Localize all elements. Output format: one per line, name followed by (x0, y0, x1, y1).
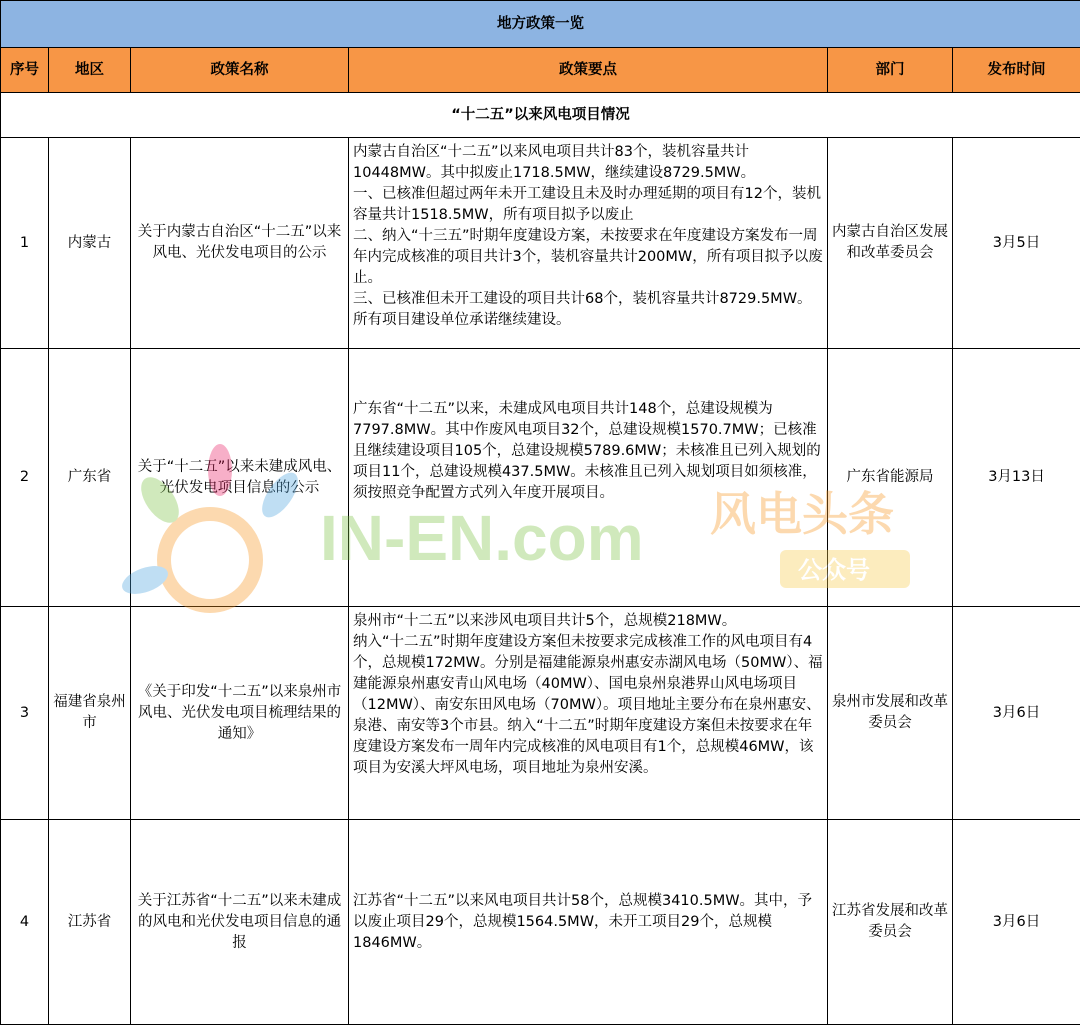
row-policy-points (349, 820, 828, 1025)
row-index: 3 (1, 607, 49, 820)
policy-point: 内蒙古自治区“十二五”以来风电项目共计83个，装机容量共计10448MW。其中拟废止1718.5MW，继续建设8729.5MW。 (353, 142, 823, 184)
row-region: 江苏省 (49, 820, 131, 1025)
row-date: 3月13日 (953, 349, 1080, 607)
watermark-brand-right: 风电头条 (710, 487, 894, 541)
row-date: 3月5日 (953, 138, 1080, 349)
table-title-row (1, 1, 1080, 48)
row-department: 广东省能源局 (828, 349, 953, 607)
header-policy-name: 政策名称 (131, 48, 349, 93)
table-row (1, 820, 1080, 1025)
policy-point: 三、已核准但未开工建设的项目共计68个，装机容量共计8729.5MW。所有项目建设单位承诺继续建设。 (353, 289, 823, 331)
row-policy-name: 关于江苏省“十二五”以来未建成的风电和光伏发电项目信息的通报 (131, 820, 349, 1025)
policy-point: 二、纳入“十三五”时期年度建设方案，未按要求在年度建设方案发布一周年内完成核准的项目共计3个，装机容量共计200MW，所有项目拟予以废止。 (353, 226, 823, 289)
header-index: 序号 (1, 48, 49, 93)
table-row (1, 349, 1080, 607)
policy-point: 广东省“十二五”以来，未建成风电项目共计148个，总建设规模为7797.8MW。其中作废风电项目32个，总建设规模1570.7MW；已核准且继续建设项目105个，总建设规模5789.6MW；未核准且已列入规划的项目11个，总建设规模437.5MW。未核准且已列入规划项目如须核准，须按照竞争配置方式列入年度开展项目。 (353, 399, 823, 504)
row-department: 泉州市发展和改革委员会 (828, 607, 953, 820)
row-policy-points (349, 138, 828, 349)
row-index: 4 (1, 820, 49, 1025)
header-region: 地区 (49, 48, 131, 93)
row-department: 江苏省发展和改革委员会 (828, 820, 953, 1025)
section-row (1, 93, 1080, 138)
row-index: 1 (1, 138, 49, 349)
row-department: 内蒙古自治区发展和改革委员会 (828, 138, 953, 349)
row-date: 3月6日 (953, 607, 1080, 820)
policy-point: 纳入“十二五”时期年度建设方案但未按要求完成核准工作的风电项目有4个，总规模172MW。分别是福建能源泉州惠安赤湖风电场（50MW）、福建能源泉州惠安青山风电场（40MW）、国电泉州泉港界山风电场项目（12MW）、南安东田风电场（70MW）。项目地址主要分布在泉州惠安、泉港、南安等3个市县。纳入“十二五”时期年度建设方案但未按要求在年度建设方案发布一周年内完成核准的风电项目有1个，总规模46MW，该项目为安溪大坪风电场，项目地址为泉州安溪。 (353, 632, 823, 779)
watermark-brand-sub: 公众号 (798, 556, 870, 584)
header-row (1, 48, 1080, 93)
section-title: “十二五”以来风电项目情况 (1, 93, 1080, 138)
policy-point: 一、已核准但超过两年未开工建设且未及时办理延期的项目有12个，装机容量共计1518.5MW，所有项目拟予以废止 (353, 184, 823, 226)
policy-point: 江苏省“十二五”以来风电项目共计58个，总规模3410.5MW。其中，予以废止项目29个，总规模1564.5MW，未开工项目29个，总规模1846MW。 (353, 891, 823, 954)
row-policy-points (349, 607, 828, 820)
row-region: 广东省 (49, 349, 131, 607)
row-region: 内蒙古 (49, 138, 131, 349)
row-date: 3月6日 (953, 820, 1080, 1025)
header-policy-points: 政策要点 (349, 48, 828, 93)
policy-point: 泉州市“十二五”以来涉风电项目共计5个，总规模218MW。 (353, 611, 823, 632)
row-policy-name: 关于“十二五”以来未建成风电、光伏发电项目信息的公示 (131, 349, 349, 607)
row-region: 福建省泉州市 (49, 607, 131, 820)
row-policy-name: 《关于印发“十二五”以来泉州市风电、光伏发电项目梳理结果的通知》 (131, 607, 349, 820)
table-row (1, 607, 1080, 820)
table-row (1, 138, 1080, 349)
row-policy-points (349, 349, 828, 607)
table-title: 地方政策一览 (1, 1, 1080, 48)
header-date: 发布时间 (953, 48, 1080, 93)
watermark-brand-en: IN-EN.com (320, 502, 644, 574)
header-department: 部门 (828, 48, 953, 93)
row-policy-name: 关于内蒙古自治区“十二五”以来风电、光伏发电项目的公示 (131, 138, 349, 349)
row-index: 2 (1, 349, 49, 607)
